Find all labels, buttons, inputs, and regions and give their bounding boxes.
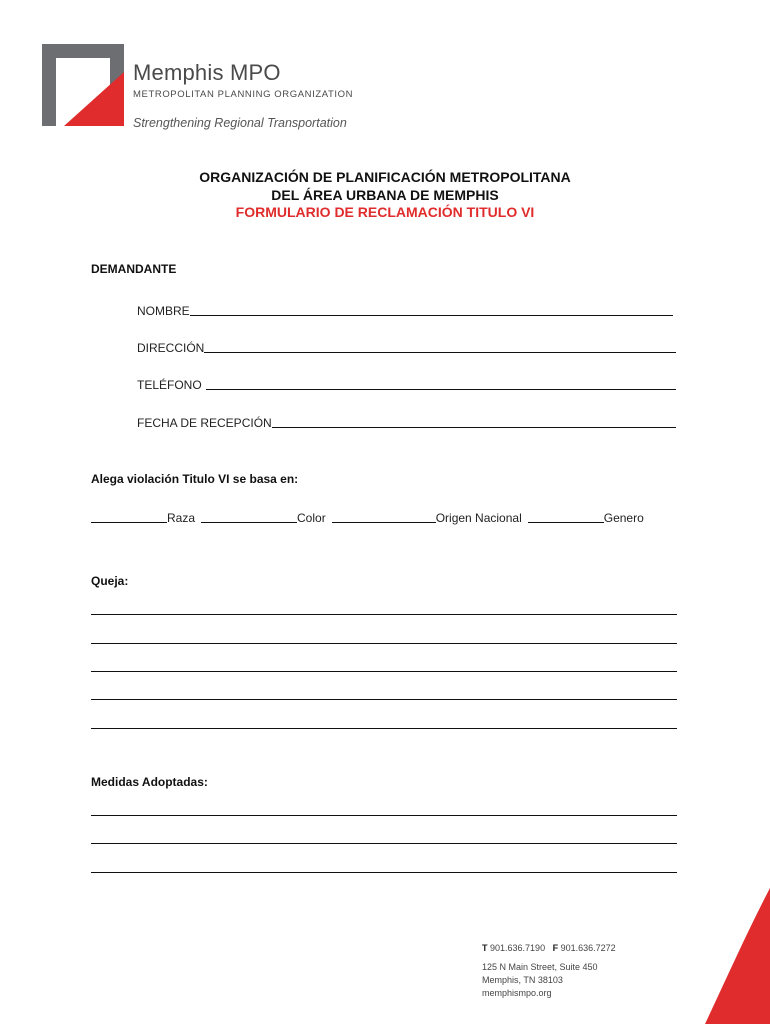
national-origin-option-label: Origen Nacional <box>435 511 522 525</box>
brand-subtitle: METROPOLITAN PLANNING ORGANIZATION <box>133 89 354 100</box>
complaint-heading: Queja: <box>91 574 129 588</box>
title-line-2: DEL ÁREA URBANA DE MEMPHIS <box>271 187 499 203</box>
phone-label: TELÉFONO <box>137 378 202 392</box>
form-title: FORMULARIO DE RECLAMACIÓN TITULO VI <box>235 204 535 220</box>
footer-address-line1: 125 N Main Street, Suite 450 <box>482 962 598 972</box>
brand-name: Memphis MPO <box>133 60 281 85</box>
title-line-1: ORGANIZACIÓN DE PLANIFICACIÓN METROPOLITANA <box>199 169 571 185</box>
color-option-label: Color <box>297 511 326 525</box>
footer-website[interactable]: memphismpo.org <box>482 988 552 998</box>
footer-address-line2: Memphis, TN 38103 <box>482 975 563 985</box>
received-date-label: FECHA DE RECEPCIÓN <box>137 416 272 430</box>
brand-tagline: Strengthening Regional Transportation <box>133 116 347 130</box>
fax-prefix: F <box>552 943 559 953</box>
claimant-heading: DEMANDANTE <box>91 262 177 276</box>
gender-option-label: Genero <box>603 511 644 525</box>
name-label: NOMBRE <box>137 304 190 318</box>
race-option-label: Raza <box>167 511 196 525</box>
actions-heading: Medidas Adoptadas: <box>91 775 208 789</box>
basis-heading: Alega violación Titulo VI se basa en: <box>91 472 299 486</box>
footer-phone: 901.636.7190 <box>490 943 546 953</box>
phone-prefix: T <box>482 943 488 953</box>
address-label: DIRECCIÓN <box>137 341 205 355</box>
footer-fax: 901.636.7272 <box>560 943 616 953</box>
